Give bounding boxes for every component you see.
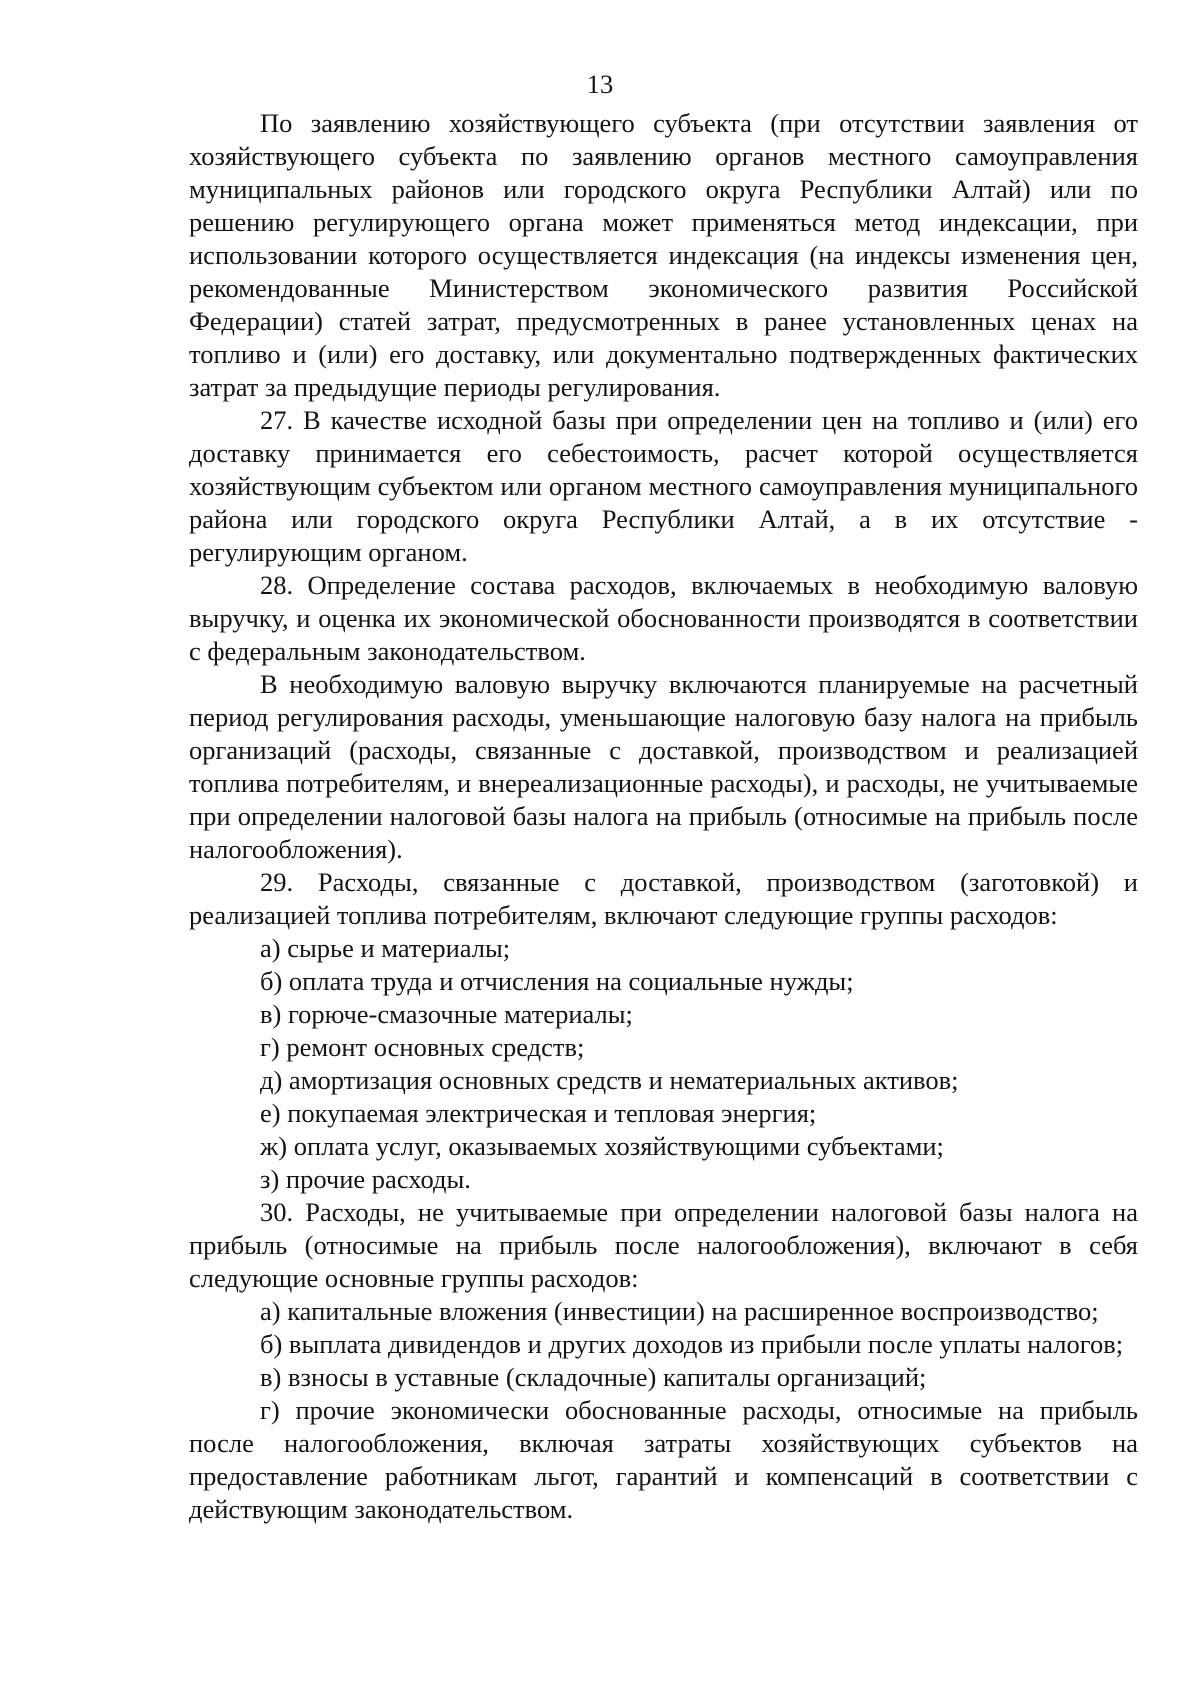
list-item-29-b: б) оплата труда и отчисления на социальные нужды; — [260, 966, 854, 996]
list-item-29-g: г) ремонт основных средств; — [260, 1032, 585, 1062]
page-number: 13 — [586, 69, 614, 99]
list-item-29-d: д) амортизация основных средств и нематериальных активов; — [260, 1065, 959, 1095]
paragraph-27: 27. В качестве исходной базы при определении цен на топливо и (или) его доставку принимается его себестоимость, расчет которой осуществляется хозяйствующим субъектом или органом местного самоуправления муниципального района или городского округа Республики Алтай, а в их отсутствие - регулирующим органом. — [189, 405, 1138, 567]
list-item-30-b: б) выплата дивидендов и других доходов из прибыли после уплаты налогов; — [260, 1329, 1124, 1359]
list-item-29-a: а) сырье и материалы; — [260, 933, 511, 963]
list-item-29-e: е) покупаемая электрическая и тепловая энергия; — [260, 1098, 817, 1128]
list-item-29-z: з) прочие расходы. — [260, 1164, 471, 1194]
list-item-30-v: в) взносы в уставные (складочные) капиталы организаций; — [260, 1362, 927, 1392]
document-body — [189, 107, 1138, 1526]
paragraph-30: 30. Расходы, не учитываемые при определении налоговой базы налога на прибыль (относимые на прибыль после налогообложения), включают в себя следующие основные группы расходов: — [189, 1197, 1138, 1293]
paragraph-indexation-method: По заявлению хозяйствующего субъекта (при отсутствии заявления от хозяйствующего субъекта по заявлению органов местного самоуправления муниципальных районов или городского округа Республики Алтай) или по решению регулирующего органа может применяться метод индексации, при использовании которого осуществляется индексация (на индексы изменения цен, рекомендованные Министерством экономического развития Российской Федерации) статей затрат, предусмотренных в ранее установленных ценах на топливо и (или) его доставку, или документально подтвержденных фактических затрат за предыдущие периоды регулирования. — [189, 108, 1138, 402]
list-item-30-g: г) прочие экономически обоснованные расходы, относимые на прибыль после налогообложения, включая затраты хозяйствующих субъектов на предоставление работникам льгот, гарантий и компенсаций в соответствии с действующим законодательством. — [189, 1395, 1138, 1524]
list-item-29-v: в) горюче-смазочные материалы; — [260, 999, 633, 1029]
paragraph-28: 28. Определение состава расходов, включаемых в необходимую валовую выручку, и оценка их экономической обоснованности производятся в соответствии с федеральным законодательством. — [189, 570, 1138, 666]
list-item-30-a: а) капитальные вложения (инвестиции) на расширенное воспроизводство; — [260, 1296, 1099, 1326]
paragraph-gross-revenue: В необходимую валовую выручку включаются планируемые на расчетный период регулирования расходы, уменьшающие налоговую базу налога на прибыль организаций (расходы, связанные с доставкой, производством и реализацией топлива потребителям, и внереализационные расходы), и расходы, не учитываемые при определении налоговой базы налога на прибыль (относимые на прибыль после налогообложения). — [189, 669, 1138, 864]
list-item-29-zh: ж) оплата услуг, оказываемых хозяйствующими субъектами; — [260, 1131, 944, 1161]
paragraph-29: 29. Расходы, связанные с доставкой, производством (заготовкой) и реализацией топлива потребителям, включают следующие группы расходов: — [189, 867, 1138, 930]
